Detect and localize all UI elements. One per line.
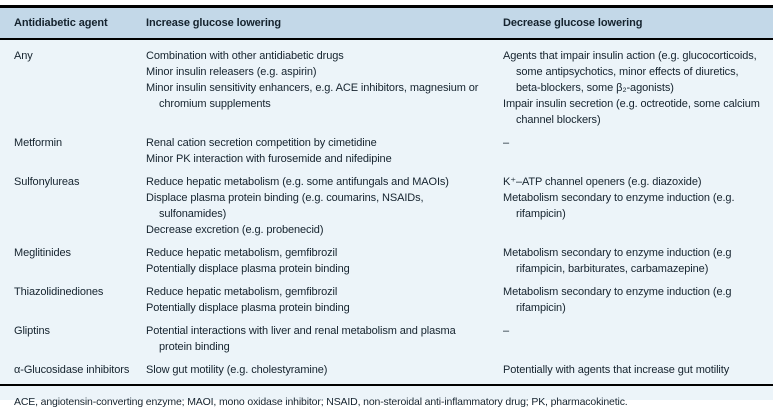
increase-cell (146, 362, 503, 378)
table-row (0, 279, 773, 318)
interaction-item: Slow gut motility (e.g. cholestyramine) (146, 364, 328, 376)
decrease-cell (503, 135, 773, 151)
interaction-item: Metabolism secondary to enzyme induction (e.g rifampicin) (503, 286, 732, 314)
interaction-item: Potentially displace plasma protein binding (146, 263, 350, 275)
agent-cell: α-Glucosidase inhibitors (14, 364, 130, 376)
table-row (0, 357, 773, 380)
interaction-item: Minor insulin releasers (e.g. aspirin) (146, 66, 317, 78)
interaction-item: Minor PK interaction with furosemide and nifedipine (146, 153, 392, 165)
increase-cell (146, 135, 503, 167)
agent-cell: Metformin (14, 137, 62, 149)
interaction-item: – (503, 325, 510, 337)
footnote-section (0, 384, 773, 409)
increase-cell (146, 48, 503, 112)
table-body (0, 40, 773, 380)
table-header-row (0, 8, 773, 38)
table-row (0, 240, 773, 279)
interaction-item: Impair insulin secretion (e.g. octreotide, some calcium channel blockers) (503, 98, 760, 126)
interaction-item: Decrease excretion (e.g. probenecid) (146, 224, 324, 236)
agent-cell: Meglitinides (14, 247, 71, 259)
interaction-item: Minor insulin sensitivity enhancers, e.g. ACE inhibitors, magnesium or chromium supplements (146, 82, 479, 110)
interaction-item: Displace plasma protein binding (e.g. coumarins, NSAIDs, sulfonamides) (146, 192, 424, 220)
interaction-item: Reduce hepatic metabolism, gemfibrozil (146, 247, 338, 259)
table-footnote: ACE, angiotensin-converting enzyme; MAOI, mono oxidase inhibitor; NSAID, non-steroidal anti-inflammatory drug; PK, pharmacokinetic. (14, 396, 628, 408)
decrease-cell (503, 323, 773, 339)
column-header-decrease: Decrease glucose lowering (503, 17, 643, 29)
agent-cell: Gliptins (14, 325, 50, 337)
interaction-item: – (503, 137, 510, 149)
interaction-item: Combination with other antidiabetic drugs (146, 50, 344, 62)
interaction-item: Potentially with agents that increase gut motility (503, 364, 730, 376)
interaction-item: Agents that impair insulin action (e.g. glucocorticoids, some antipsychotics, minor effects of diuretics, beta-blockers, some β₂-agonists) (503, 50, 757, 94)
column-header-agent: Antidiabetic agent (14, 17, 108, 29)
decrease-cell (503, 48, 773, 128)
table-row (0, 169, 773, 240)
increase-cell (146, 284, 503, 316)
interaction-item: Renal cation secretion competition by cimetidine (146, 137, 377, 149)
table-row (0, 43, 773, 130)
interaction-item: K⁺–ATP channel openers (e.g. diazoxide) (503, 176, 702, 188)
interaction-item: Potentially displace plasma protein binding (146, 302, 350, 314)
interaction-item: Metabolism secondary to enzyme induction (e.g rifampicin, barbiturates, carbamazepine) (503, 247, 732, 275)
column-header-increase: Increase glucose lowering (146, 17, 282, 29)
increase-cell (146, 174, 503, 238)
decrease-cell (503, 284, 773, 316)
agent-cell: Sulfonylureas (14, 176, 80, 188)
interaction-item: Metabolism secondary to enzyme induction (e.g. rifampicin) (503, 192, 735, 220)
decrease-cell (503, 174, 773, 222)
decrease-cell (503, 245, 773, 277)
interaction-item: Reduce hepatic metabolism (e.g. some antifungals and MAOIs) (146, 176, 449, 188)
decrease-cell (503, 362, 773, 378)
interaction-item: Potential interactions with liver and renal metabolism and plasma protein binding (146, 325, 456, 353)
agent-cell: Thiazolidinediones (14, 286, 104, 298)
agent-cell: Any (14, 50, 33, 62)
interaction-item: Reduce hepatic metabolism, gemfibrozil (146, 286, 338, 298)
increase-cell (146, 323, 503, 355)
increase-cell (146, 245, 503, 277)
table-row (0, 318, 773, 357)
table-row (0, 130, 773, 169)
